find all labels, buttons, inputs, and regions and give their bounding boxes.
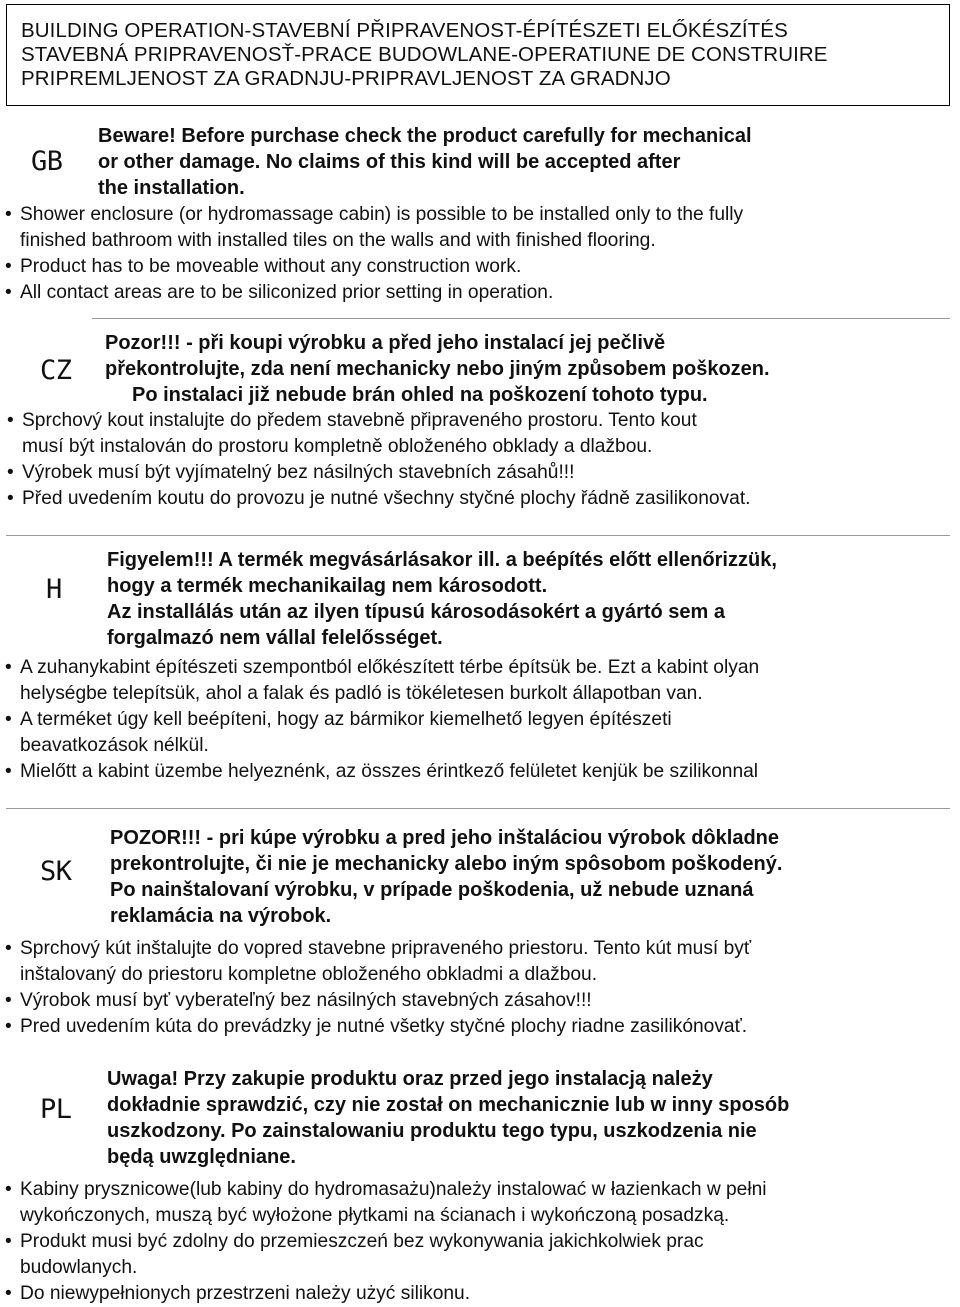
bullet-text: Sprchový kout instalujte do předem stavebně připraveného prostoru. Tento kout	[22, 410, 697, 431]
bullet-text: All contact areas are to be siliconized prior setting in operation.	[20, 282, 554, 303]
warning-line: POZOR!!! - pri kúpe výrobku a pred jeho inštaláciou výrobok dôkladne	[110, 827, 780, 849]
bullet-dot: •	[7, 410, 14, 431]
bullet-item	[0, 759, 759, 785]
warning-line: prekontrolujte, či nie je mechanicky alebo iným spôsobom poškodený.	[110, 853, 783, 875]
warning-gb	[98, 123, 752, 201]
bullet-text: musí být instalován do prostoru kompletně obloženého obklady a dlažbou.	[22, 436, 653, 457]
bullet-list-h	[0, 655, 759, 785]
lang-code-cz: CZ	[40, 355, 72, 386]
section-divider	[92, 318, 950, 319]
bullet-dot: •	[5, 204, 12, 225]
bullet-dot: •	[5, 657, 12, 678]
bullet-text: Výrobok musí byť vyberateľný bez násilných stavebných zásahov!!!	[20, 990, 592, 1011]
bullet-text: Product has to be moveable without any construction work.	[20, 256, 522, 277]
warning-sk	[110, 825, 782, 929]
bullet-dot: •	[7, 488, 14, 509]
section-divider	[6, 808, 950, 809]
bullet-dot: •	[5, 1179, 12, 1200]
bullet-item	[0, 1014, 751, 1040]
warning-line: or other damage. No claims of this kind will be accepted after	[98, 151, 681, 173]
bullet-text: helységbe telepítsük, ahol a falak és padló is tökéletesen burkolt állapotban van.	[20, 683, 703, 704]
warning-line: překontrolujte, zda není mechanicky nebo jiným způsobem poškozen.	[105, 358, 770, 380]
warning-line: dokładnie sprawdzić, czy nie został on mechanicznie lub w inny sposób	[107, 1094, 790, 1116]
warning-cz	[105, 330, 770, 408]
warning-line: hogy a termék mechanikailag nem károsodott.	[107, 575, 548, 597]
bullet-text: Výrobek musí být vyjímatelný bez násilných stavebních zásahů!!!	[22, 462, 575, 483]
bullet-text: Do niewypełnionych przestrzeni należy użyć silikonu.	[20, 1283, 471, 1304]
warning-line: Uwaga! Przy zakupie produktu oraz przed jego instalacją należy	[107, 1068, 713, 1090]
bullet-item	[0, 1281, 767, 1307]
header-box	[6, 4, 950, 106]
bullet-dot: •	[5, 1283, 12, 1304]
bullet-item	[0, 1177, 767, 1229]
bullet-list-sk	[0, 936, 751, 1040]
bullet-text: Pred uvedením kúta do prevádzky je nutné všetky styčné plochy riadne zasilikónovať.	[20, 1016, 748, 1037]
header-line-1: BUILDING OPERATION-STAVEBNÍ PŘIPRAVENOST-ÉPÍTÉSZETI ELŐKÉSZÍTÉS	[21, 19, 788, 42]
bullet-item	[0, 936, 751, 988]
bullet-text: Kabiny prysznicowe(lub kabiny do hydromasażu)należy instalować w łazienkach w pełni	[20, 1179, 767, 1200]
bullet-item	[0, 254, 743, 280]
lang-code-sk: SK	[40, 856, 72, 887]
bullet-text: Shower enclosure (or hydromassage cabin) is possible to be installed only to the fully	[20, 204, 744, 225]
bullet-text: beavatkozások nélkül.	[20, 735, 209, 756]
lang-code-h: H	[46, 574, 62, 605]
bullet-text: A terméket úgy kell beépíteni, hogy az bármikor kiemelhető legyen építészeti	[20, 709, 672, 730]
bullet-dot: •	[5, 1016, 12, 1037]
warning-line: Po nainštalovaní výrobku, v prípade poškodenia, už nebude uznaná	[110, 879, 754, 901]
bullet-item	[0, 486, 751, 512]
warning-line: Az installálás után az ilyen típusú károsodásokért a gyártó sem a	[107, 601, 725, 623]
warning-h	[107, 547, 777, 651]
bullet-dot: •	[5, 1231, 12, 1252]
warning-line: Pozor!!! - při koupi výrobku a před jeho instalací jej pečlivě	[105, 332, 666, 354]
bullet-dot: •	[5, 990, 12, 1011]
lang-code-pl: PL	[40, 1094, 72, 1125]
header-line-3: PRIPREMLJENOST ZA GRADNJU-PRIPRAVLJENOST ZA GRADNJO	[21, 67, 671, 90]
bullet-text: Mielőtt a kabint üzembe helyeznénk, az összes érintkező felületet kenjük be szilikonnal	[20, 761, 759, 782]
warning-line: Beware! Before purchase check the product carefully for mechanical	[98, 125, 752, 147]
bullet-text: Sprchový kút inštalujte do vopred stavebne pripraveného priestoru. Tento kút musí byť	[20, 938, 752, 959]
bullet-item	[0, 988, 751, 1014]
bullet-item	[0, 408, 751, 460]
bullet-list-cz	[0, 408, 751, 512]
bullet-text: Produkt musi być zdolny do przemieszczeń bez wykonywania jakichkolwiek prac	[20, 1231, 704, 1252]
warning-line: the installation.	[98, 177, 245, 199]
bullet-dot: •	[5, 709, 12, 730]
bullet-text: Před uvedením koutu do provozu je nutné všechny styčné plochy řádně zasilikonovat.	[22, 488, 751, 509]
bullet-item	[0, 707, 759, 759]
bullet-text: budowlanych.	[20, 1257, 138, 1278]
bullet-list-gb	[0, 202, 743, 306]
bullet-dot: •	[5, 256, 12, 277]
bullet-item	[0, 202, 743, 254]
bullet-dot: •	[7, 462, 14, 483]
bullet-text: finished bathroom with installed tiles on the walls and with finished flooring.	[20, 230, 656, 251]
warning-line: reklamácia na výrobok.	[110, 905, 332, 927]
bullet-text: A zuhanykabint építészeti szempontból előkészített térbe építsük be. Ezt a kabint olyan	[20, 657, 760, 678]
warning-line: Po instalaci již nebude brán ohled na poškození tohoto typu.	[132, 384, 708, 406]
warning-line: będą uwzględniane.	[107, 1146, 296, 1168]
warning-line: forgalmazó nem vállal felelősséget.	[107, 627, 443, 649]
bullet-item	[0, 1229, 767, 1281]
bullet-text: inštalovaný do priestoru kompletne obloženého obkladmi a dlažbou.	[20, 964, 598, 985]
header-line-2: STAVEBNÁ PRIPRAVENOSŤ-PRACE BUDOWLANE-OPERATIUNE DE CONSTRUIRE	[21, 43, 828, 66]
section-divider	[6, 535, 950, 536]
bullet-list-pl	[0, 1177, 767, 1307]
lang-code-gb: GB	[31, 146, 63, 177]
bullet-dot: •	[5, 938, 12, 959]
warning-pl	[107, 1066, 789, 1170]
bullet-item	[0, 280, 743, 306]
bullet-item	[0, 655, 759, 707]
bullet-text: wykończonych, muszą być wyłożone płytkami na ścianach i wykończoną posadzką.	[20, 1205, 730, 1226]
warning-line: uszkodzony. Po zainstalowaniu produktu tego typu, uszkodzenia nie	[107, 1120, 757, 1142]
bullet-dot: •	[5, 761, 12, 782]
bullet-dot: •	[5, 282, 12, 303]
bullet-item	[0, 460, 751, 486]
warning-line: Figyelem!!! A termék megvásárlásakor ill. a beépítés előtt ellenőrizzük,	[107, 549, 777, 571]
